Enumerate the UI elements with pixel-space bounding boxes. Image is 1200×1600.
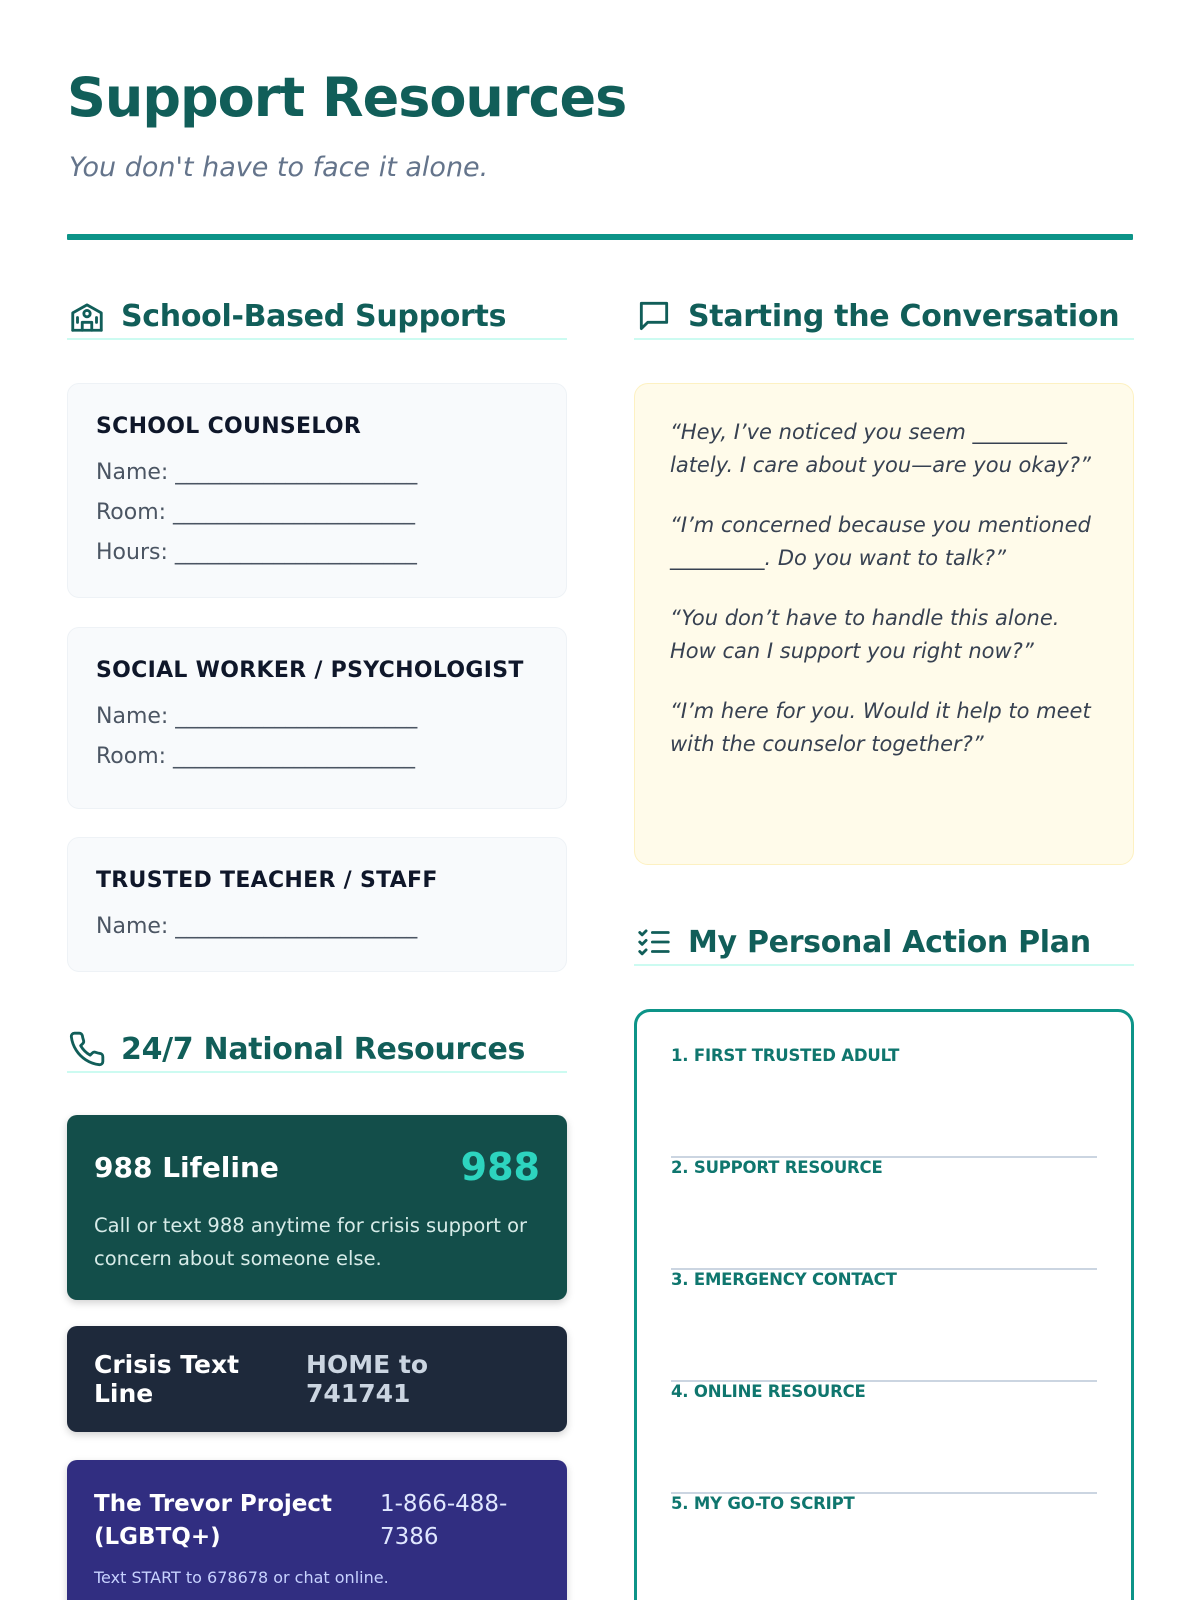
crisis-text-line-card [67,1326,567,1432]
counselor-room-field[interactable]: Room: ______________________ [96,500,416,525]
chat-bubble-icon [634,296,674,336]
checklist-icon [634,922,674,962]
lifeline-description: Call or text 988 anytime for crisis support or concern about someone else. [94,1214,528,1270]
action-plan-item-label: 2. SUPPORT RESOURCE [671,1158,883,1177]
card-title: SOCIAL WORKER / PSYCHOLOGIST [96,658,524,683]
teacher-name-field[interactable]: Name: ______________________ [96,914,418,939]
section-heading-label: My Personal Action Plan [688,924,1091,960]
lifeline-card [67,1115,567,1300]
section-heading-label: Starting the Conversation [688,298,1120,334]
social-worker-card [67,627,567,809]
action-plan-item[interactable] [671,1158,1097,1270]
crisis-text-line-name: Crisis Text Line [94,1350,240,1408]
section-national-resources-heading [67,1027,567,1073]
section-school-supports-heading [67,294,567,340]
conversation-scripts-box [634,383,1134,865]
section-action-plan-heading [634,920,1134,966]
action-plan-box [634,1009,1134,1600]
trevor-project-description: Text START to 678678 or chat online. [94,1568,389,1587]
counselor-hours-field[interactable]: Hours: ______________________ [96,540,417,565]
social-worker-room-field[interactable]: Room: ______________________ [96,744,416,769]
trevor-project-name: The Trevor Project (LGBTQ+) [94,1491,333,1550]
school-building-icon [67,296,107,336]
conversation-quote: “I’m here for you. Would it help to meet with the counselor together?” [670,699,1091,756]
lifeline-number[interactable]: 988 [460,1145,540,1189]
card-title: SCHOOL COUNSELOR [96,414,362,439]
action-plan-item-label: 3. EMERGENCY CONTACT [671,1270,897,1289]
crisis-text-line-number[interactable]: HOME to 741741 [306,1350,428,1408]
action-plan-item-label: 5. MY GO-TO SCRIPT [671,1494,855,1513]
section-heading-label: School-Based Supports [121,298,507,334]
action-plan-item[interactable] [671,1494,1097,1600]
header-divider [67,234,1133,240]
lifeline-name: 988 Lifeline [94,1150,279,1184]
action-plan-item[interactable] [671,1046,1097,1158]
page-subtitle: You don't have to face it alone. [69,152,489,183]
card-title: TRUSTED TEACHER / STAFF [96,868,438,893]
page-title: Support Resources [67,66,627,129]
trevor-project-number[interactable]: 1-866-488-7386 [380,1491,508,1550]
trusted-teacher-card [67,837,567,972]
phone-icon [67,1029,107,1069]
action-plan-item[interactable] [671,1270,1097,1382]
action-plan-item-label: 1. FIRST TRUSTED ADULT [671,1046,900,1065]
action-plan-item[interactable] [671,1382,1097,1494]
counselor-card [67,383,567,598]
conversation-quote: “I’m concerned because you mentioned _________. Do you want to talk?” [670,513,1091,570]
section-conversation-heading [634,294,1134,340]
conversation-quote: “Hey, I’ve noticed you seem _________ lately. I care about you—are you okay?” [670,420,1091,477]
section-heading-label: 24/7 National Resources [121,1031,526,1067]
action-plan-item-label: 4. ONLINE RESOURCE [671,1382,866,1401]
counselor-name-field[interactable]: Name: ______________________ [96,460,418,485]
trevor-project-card [67,1460,567,1600]
social-worker-name-field[interactable]: Name: ______________________ [96,704,418,729]
conversation-quote: “You don’t have to handle this alone. How can I support you right now?” [670,606,1060,663]
